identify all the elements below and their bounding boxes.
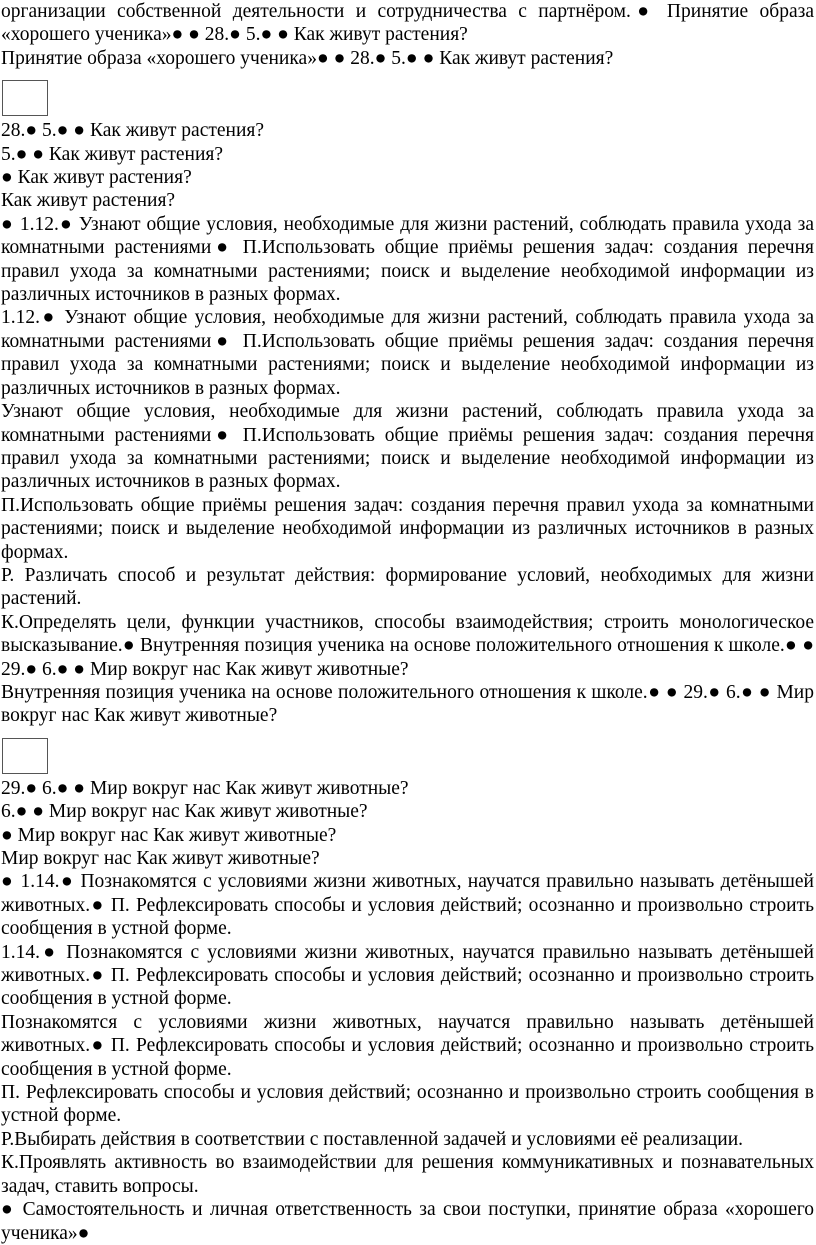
- paragraph: К.Определять цели, функции участников, способы взаимодействия; строить монологическое высказывание.● Внутренняя позиция ученика на основе положительного отношения к школе.● ● 29.● 6.● ● Мир вокруг нас Как живут животные?: [1, 611, 814, 680]
- paragraph: Мир вокруг нас Как живут животные?: [1, 848, 320, 869]
- paragraph: организации собственной деятельности и сотрудничества с партнёром.● Принятие образа «хорошего ученика»● ● 28.● 5.● ● Как живут растения?: [1, 1, 814, 46]
- paragraph: ● 1.14.● Познакомятся с условиями жизни животных, научатся правильно называть детёнышей животных.● П. Рефлексировать способы и условия действий; осознанно и произвольно строить сообщения в устной форме.: [1, 871, 814, 940]
- paragraph: Познакомятся с условиями жизни животных, научатся правильно называть детёнышей животных.● П. Рефлексировать способы и условия действий; осознанно и произвольно строить сообщения в устной форме.: [1, 1011, 814, 1080]
- paragraph: 1.14.● Познакомятся с условиями жизни животных, научатся правильно называть детёнышей животных.● П. Рефлексировать способы и условия действий; осознанно и произвольно строить сообщения в устной форме.: [1, 941, 814, 1010]
- paragraph: Внутренняя позиция ученика на основе положительного отношения к школе.● ● 29.● 6.● ● Мир вокруг нас Как живут животные?: [1, 681, 814, 727]
- paragraph: Узнают общие условия, необходимые для жизни растений, соблюдать правила ухода за комнатными растениями● П.Использовать общие приёмы решения задач: создания перечня правил ухода за комнатными растениями; поиск и выделение необходимой информации из различных источников в разных формах.: [1, 401, 814, 493]
- paragraph: Принятие образа «хорошего ученика»● ● 28.● 5.● ● Как живут растения?: [1, 47, 614, 69]
- paragraph: Р. Различать способ и результат действия: формирование условий, необходимых для жизни растений.: [1, 564, 814, 610]
- paragraph: 1.12.● Узнают общие условия, необходимые для жизни растений, соблюдать правила ухода за комнатными растениями● П.Использовать общие приёмы решения задач: создания перечня правил ухода за комнатными растениями; поиск и выделение необходимой информации из различных источников в разных формах.: [1, 307, 814, 399]
- paragraph: П.Использовать общие приёмы решения задач: создания перечня правил ухода за комнатными растениями; поиск и выделение необходимой информации из различных источников в разных формах.: [1, 494, 814, 563]
- paragraph: ● 1.12.● Узнают общие условия, необходимые для жизни растений, соблюдать правила ухода за комнатными растениями● П.Использовать общие приёмы решения задач: создания перечня правил ухода за комнатными растениями; поиск и выделение необходимой информации из различных источников в разных формах.: [1, 213, 814, 306]
- paragraph: 6.● ● Мир вокруг нас Как живут животные?: [1, 801, 368, 823]
- paragraph: 5.● ● Как живут растения?: [1, 143, 224, 165]
- paragraph: 29.● 6.● ● Мир вокруг нас Как живут животные?: [1, 777, 409, 799]
- paragraph: П. Рефлексировать способы и условия действий; осознанно и произвольно строить сообщения в устной форме.: [1, 1082, 814, 1127]
- paragraph: ● Самостоятельность и личная ответственность за свои поступки, принятие образа «хорошего ученика»●: [1, 1199, 814, 1244]
- paragraph: К.Проявлять активность во взаимодействии для решения коммуникативных и познавательных задач, ставить вопросы.: [1, 1152, 814, 1197]
- paragraph: Р.Выбирать действия в соответствии с поставленной задачей и условиями её реализации.: [1, 1128, 744, 1150]
- empty-table-cell: [2, 738, 48, 774]
- paragraph: 28.● 5.● ● Как живут растения?: [1, 120, 265, 142]
- paragraph: ● Мир вокруг нас Как живут животные?: [1, 824, 337, 846]
- paragraph: Как живут растения?: [1, 190, 176, 212]
- empty-table-cell: [2, 80, 48, 116]
- paragraph: ● Как живут растения?: [1, 167, 192, 189]
